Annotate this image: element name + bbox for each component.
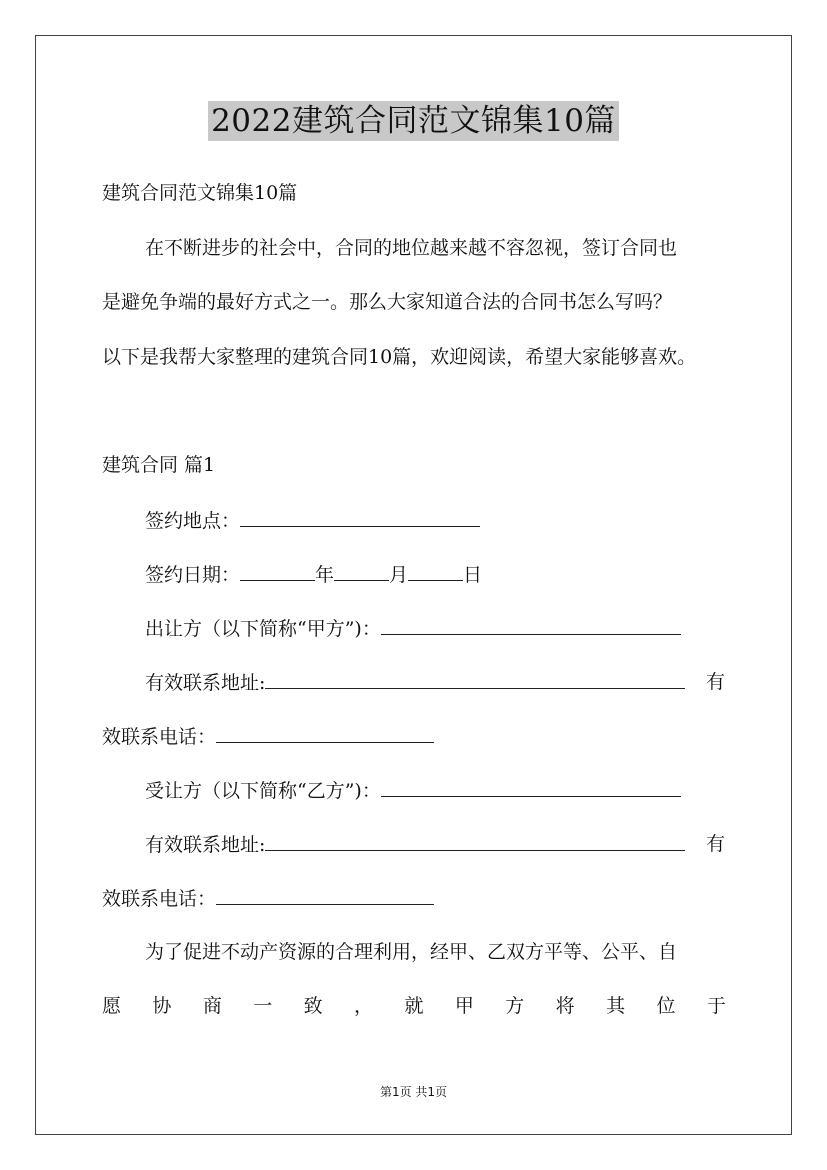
- party-b-phone-blank: [216, 886, 434, 905]
- party-b-row: [145, 778, 681, 803]
- sign-date-row: [145, 562, 482, 587]
- document-title: 2022建筑合同范文锦集10篇: [208, 101, 619, 141]
- party-a-phone-row: [102, 724, 434, 749]
- para2-char: 于: [706, 995, 726, 1017]
- day-blank: [408, 562, 463, 581]
- para2-char: 将: [555, 995, 575, 1017]
- party-b-blank: [381, 778, 681, 797]
- intro-line-3: 以下是我帮大家整理的建筑合同10篇，欢迎阅读，希望大家能够喜欢。: [102, 346, 697, 368]
- party-a-address-row: [145, 670, 685, 695]
- para2-line-2: [102, 994, 726, 1018]
- year-blank: [240, 562, 315, 581]
- para2-char: 商: [202, 995, 222, 1017]
- para2-char: ，: [354, 995, 374, 1017]
- party-a-phone-label: 效联系电话：: [102, 726, 217, 748]
- party-b-label: 受让方（以下简称“乙方”)：: [145, 780, 381, 802]
- para2-char: 位: [656, 995, 676, 1017]
- para2-char: 愿: [102, 995, 122, 1017]
- party-b-address-row: [145, 832, 685, 857]
- party-a-row: [145, 616, 681, 641]
- para2-char: 方: [505, 995, 525, 1017]
- title-container: [0, 101, 827, 141]
- para2-line-1: 为了促进不动产资源的合理利用，经甲、乙双方平等、公平、自: [145, 941, 678, 963]
- para2-char: 就: [404, 995, 424, 1017]
- month-label: 月: [389, 564, 409, 586]
- day-label: 日: [463, 564, 483, 586]
- party-b-wrap-char: 有: [706, 833, 726, 855]
- para2-char: 一: [253, 995, 273, 1017]
- intro-line-2: 是避免争端的最好方式之一。那么大家知道合法的合同书怎么写吗？: [102, 291, 673, 313]
- section-heading: 建筑合同 篇1: [102, 454, 216, 476]
- party-b-phone-label: 效联系电话：: [102, 888, 217, 910]
- intro-line-1: 在不断进步的社会中，合同的地位越来越不容忽视，签订合同也: [145, 237, 678, 259]
- para2-char: 致: [303, 995, 323, 1017]
- party-a-wrap-char: 有: [706, 671, 726, 693]
- party-a-blank: [381, 616, 681, 635]
- party-a-phone-blank: [216, 724, 434, 743]
- party-a-label: 出让方（以下简称“甲方”)：: [145, 618, 381, 640]
- party-b-address-blank: [265, 832, 685, 851]
- sign-date-label: 签约日期：: [145, 564, 241, 586]
- year-label: 年: [315, 564, 335, 586]
- party-a-address-blank: [265, 670, 685, 689]
- sign-place-row: [145, 508, 480, 533]
- page-footer: 第1页 共1页: [379, 1085, 448, 1099]
- sign-place-label: 签约地点：: [145, 510, 241, 532]
- month-blank: [334, 562, 389, 581]
- para2-char: 其: [606, 995, 626, 1017]
- sign-place-blank: [240, 508, 480, 527]
- party-b-phone-row: [102, 886, 434, 911]
- party-a-address-label: 有效联系地址:: [145, 672, 266, 694]
- document-subtitle: 建筑合同范文锦集10篇: [102, 182, 298, 204]
- para2-char: 甲: [454, 995, 474, 1017]
- party-b-address-label: 有效联系地址:: [145, 834, 266, 856]
- para2-char: 协: [152, 995, 172, 1017]
